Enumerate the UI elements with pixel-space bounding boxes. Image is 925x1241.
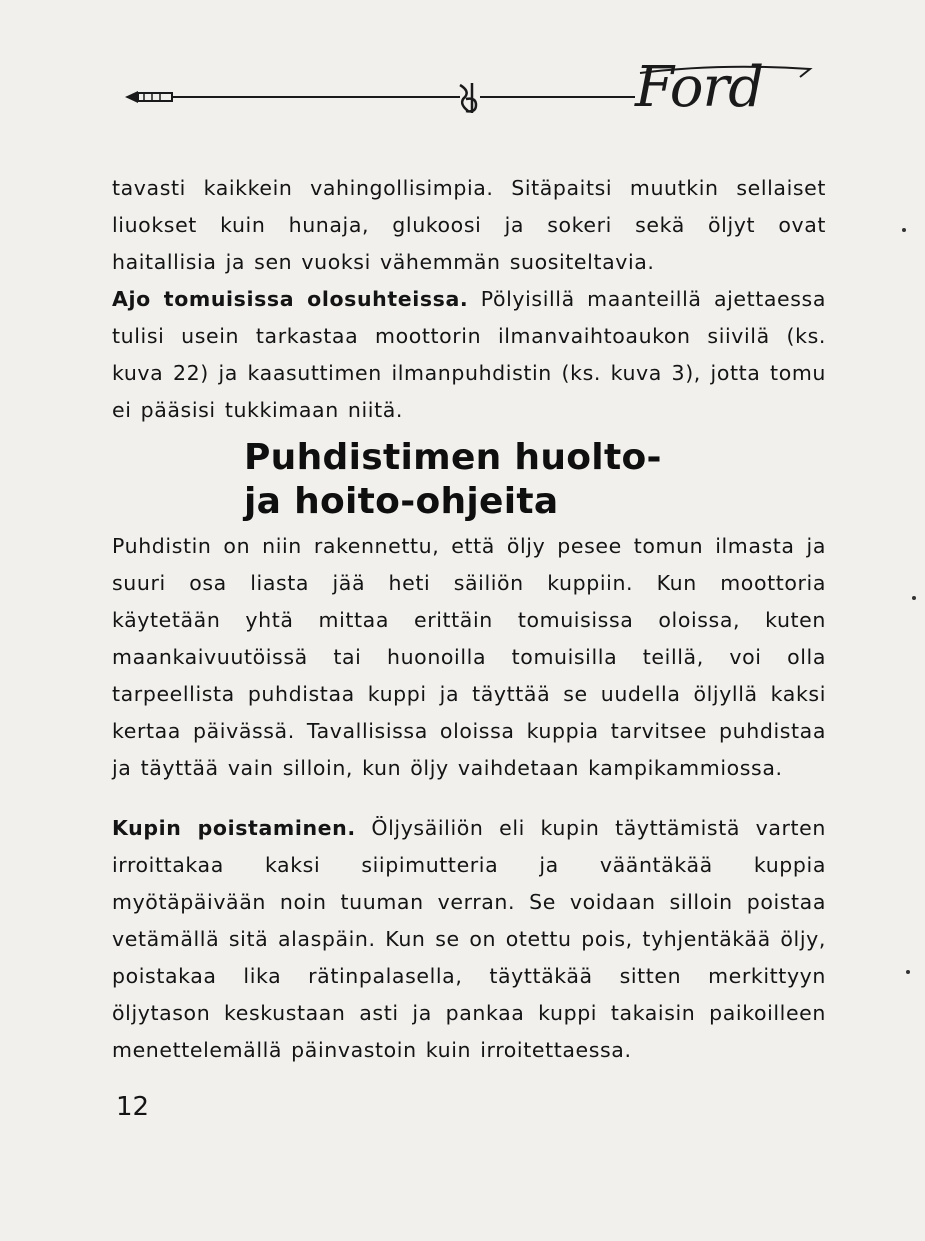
paragraph-intro: tavasti kaikkein vahingollisimpia. Sitäpaitsi muutkin sellaiset liuokset kuin hunaja, glukoosi ja sokeri sekä öljyt ovat haitallisia ja sen vuoksi vähemmän suositeltavia.	[112, 176, 826, 274]
run-in-heading-dusty-conditions: Ajo tomuisissa olosuhteissa.	[112, 287, 469, 311]
page-header	[120, 55, 820, 125]
paragraph-dusty-conditions	[112, 281, 826, 429]
paragraph-cleaner-care: Puhdistin on niin rakennettu, että öljy pesee tomun ilmasta ja suuri osa liasta jää heti säiliön kuppiin. Kun moottoria käytetään yhtä mittaa erittäin tomuisissa oloissa, kuten maankaivuutöissä tai huonoilla tomuisilla teillä, voi olla tarpeellista puhdistaa kuppi ja täyttää se uudella öljyllä kaksi kertaa päivässä. Tavallisissa oloissa kuppia tarvitsee puhdistaa ja täyttää vain silloin, kun öljy vaihdetaan kampikammiossa.	[112, 534, 826, 780]
print-speck	[906, 970, 910, 974]
section-heading	[244, 436, 764, 524]
section-heading-line-2: ja hoito-ohjeita	[244, 481, 559, 522]
paragraph-dusty-conditions-body: Pölyisillä maanteillä ajettaessa tulisi usein tarkastaa moottorin ilmanvaihtoaukon siivilä (ks. kuva 22) ja kaasuttimen ilmanpuhdistin (ks. kuva 3), jotta tomu ei pääsisi tukkimaan niitä.	[112, 287, 826, 422]
print-speck	[912, 596, 916, 600]
page-number: 12	[116, 1092, 150, 1122]
run-in-heading-cup-removal: Kupin poistaminen.	[112, 816, 356, 840]
paragraph-cup-removal	[112, 810, 826, 1069]
ford-logo: Ford	[635, 55, 764, 120]
section-heading-line-1: Puhdistimen huolto-	[244, 437, 662, 478]
print-speck	[902, 228, 906, 232]
paragraph-cup-removal-body: Öljysäiliön eli kupin täyttämistä varten irroittakaa kaksi siipimutteria ja vääntäkää kuppia myötäpäivään noin tuuman verran. Se voidaan silloin poistaa vetämällä sitä alaspäin. Kun se on otettu pois, tyhjentäkää öljy, poistakaa lika rätinpalasella, täyttäkää sitten merkittyyn öljytason keskustaan asti ja pankaa kuppi takaisin paikoilleen menettelemällä päinvastoin kuin irroitettaessa.	[112, 816, 826, 1062]
